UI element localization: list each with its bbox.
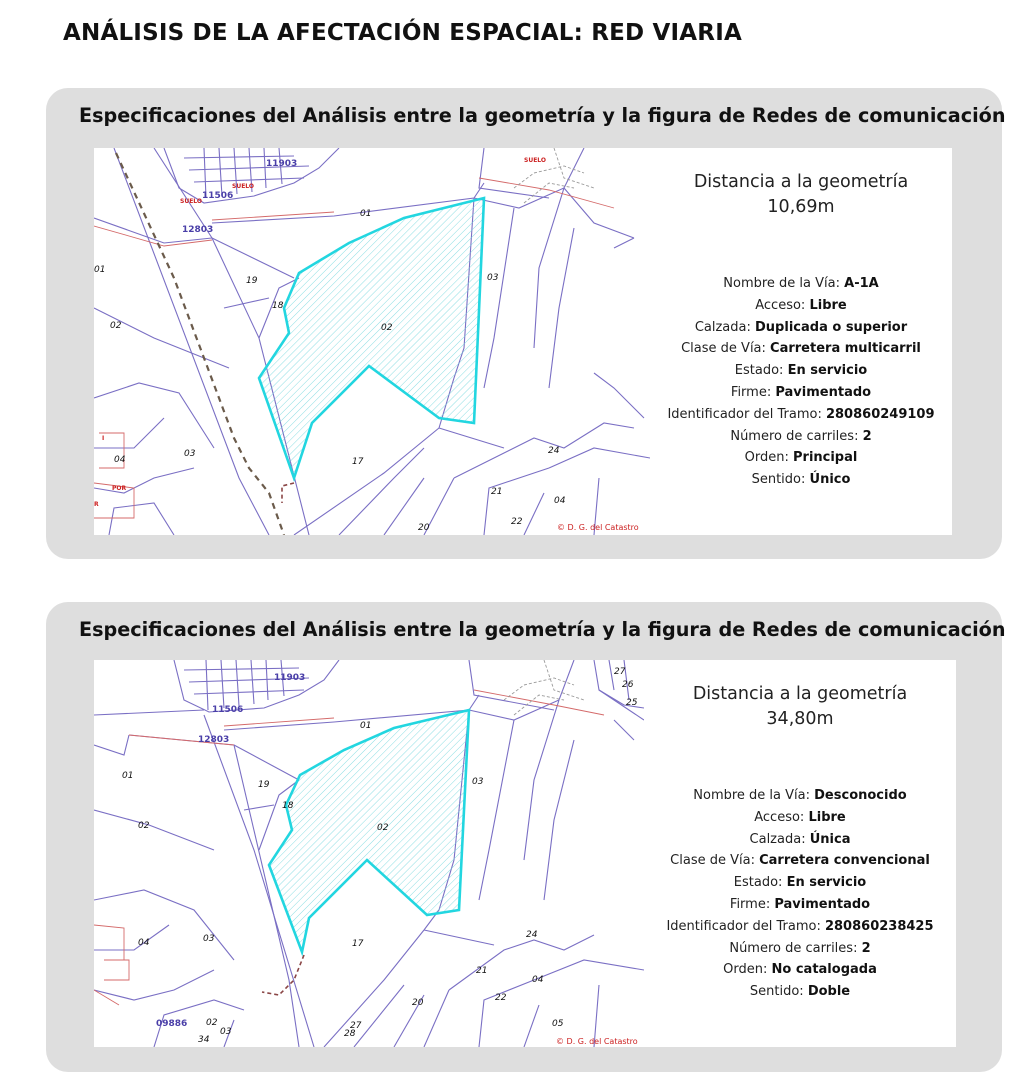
red-label: R xyxy=(94,501,99,508)
page-title: ANÁLISIS DE LA AFECTACIÓN ESPACIAL: RED VIARIA xyxy=(63,20,742,46)
attribute-row xyxy=(650,295,952,317)
attribute-label: Clase de Vía: xyxy=(681,341,766,357)
attribute-label: Calzada: xyxy=(749,831,806,847)
red-label: SUELO xyxy=(524,157,547,164)
attribute-row xyxy=(644,785,956,807)
parcel-label: 04 xyxy=(554,496,566,506)
block-label: 11506 xyxy=(212,705,244,715)
block-label: 11903 xyxy=(266,159,298,169)
attribute-label: Identificador del Tramo: xyxy=(666,918,821,934)
attribute-label: Número de carriles: xyxy=(730,428,859,444)
attribute-value: Pavimentado xyxy=(775,384,872,400)
attribute-list xyxy=(644,785,956,1003)
distance-label: Distancia a la geometría xyxy=(692,684,908,704)
parcel-label: 03 xyxy=(203,934,215,944)
parcel-label: 18 xyxy=(272,301,284,311)
red-label: SUELO xyxy=(180,198,203,205)
analysis-info-panel xyxy=(644,660,956,1047)
attribute-row xyxy=(650,447,952,469)
parcel-label: 20 xyxy=(412,998,424,1008)
distance-label: Distancia a la geometría xyxy=(693,172,909,192)
map-copyright: © D. G. del Catastro xyxy=(556,1037,638,1046)
attribute-value: Principal xyxy=(793,450,858,466)
parcel-label: 34 xyxy=(198,1035,210,1045)
attribute-value: En servicio xyxy=(786,875,867,891)
parcel-label: 01 xyxy=(94,265,106,275)
parcel-label: 22 xyxy=(511,517,523,527)
card-title: Especificaciones del Análisis entre la geometría y la figura de Redes de comunicación xyxy=(79,618,1006,641)
attribute-label: Orden: xyxy=(744,450,789,466)
attribute-row xyxy=(644,829,956,851)
parcel-label: 19 xyxy=(246,276,258,286)
red-label: SUELO xyxy=(232,183,255,190)
parcel-label: 24 xyxy=(526,930,538,940)
attribute-label: Estado: xyxy=(733,875,783,891)
distance-value: 34,80m xyxy=(766,709,834,729)
attribute-value: No catalogada xyxy=(771,962,877,978)
parcel-label: 02 xyxy=(138,821,150,831)
attribute-value: 2 xyxy=(862,428,872,444)
attribute-label: Acceso: xyxy=(755,297,806,313)
parcel-label: 18 xyxy=(282,801,294,811)
parcel-label: 03 xyxy=(472,777,484,787)
block-label: 11903 xyxy=(274,673,306,683)
attribute-value: Duplicada o superior xyxy=(755,319,908,335)
attribute-value: En servicio xyxy=(787,363,868,379)
attribute-value: Carretera convencional xyxy=(759,853,930,869)
parcel-label: 27 xyxy=(614,667,626,677)
parcel-label: 17 xyxy=(352,939,364,949)
attribute-label: Identificador del Tramo: xyxy=(667,406,822,422)
attribute-value: Doble xyxy=(807,984,851,1000)
red-label: I xyxy=(102,435,105,442)
attribute-row xyxy=(650,317,952,339)
attribute-row xyxy=(644,850,956,872)
parcel-label: 03 xyxy=(487,273,499,283)
attribute-row xyxy=(644,916,956,938)
attribute-value: Libre xyxy=(809,297,847,313)
attribute-label: Número de carriles: xyxy=(729,940,858,956)
attribute-row xyxy=(644,938,956,960)
attribute-value: 2 xyxy=(861,940,871,956)
attribute-label: Nombre de la Vía: xyxy=(693,788,810,803)
attribute-value: Única xyxy=(809,831,851,847)
attribute-row xyxy=(650,426,952,448)
map-copyright: © D. G. del Catastro xyxy=(557,523,639,532)
parcel-label: 05 xyxy=(552,1019,564,1029)
attribute-row xyxy=(650,360,952,382)
parcel-label: 02 xyxy=(110,321,122,331)
attribute-value: 280860249109 xyxy=(825,406,935,422)
parcel-label: 19 xyxy=(258,780,270,790)
parcel-label: 27 xyxy=(350,1021,362,1031)
parcel-label: 03 xyxy=(184,449,196,459)
attribute-label: Acceso: xyxy=(754,809,805,825)
cadastral-map xyxy=(94,148,650,535)
parcel-label: 04 xyxy=(138,938,150,948)
parcel-label: 02 xyxy=(381,323,393,333)
attribute-label: Firme: xyxy=(729,896,771,912)
parcel-label: 02 xyxy=(206,1018,218,1028)
attribute-row xyxy=(650,404,952,426)
parcel-label: 03 xyxy=(220,1027,232,1037)
parcel-label: 01 xyxy=(360,209,372,219)
block-label: 12803 xyxy=(182,225,214,235)
attribute-value: Carretera multicarril xyxy=(770,341,921,357)
attribute-row xyxy=(644,981,956,1003)
attribute-row xyxy=(644,959,956,981)
attribute-value: Desconocido xyxy=(814,788,907,803)
attribute-value: Único xyxy=(809,472,851,488)
block-label: 12803 xyxy=(198,735,230,745)
attribute-label: Firme: xyxy=(730,384,772,400)
attribute-row xyxy=(650,338,952,360)
block-label: 09886 xyxy=(156,1019,188,1029)
parcel-label: 04 xyxy=(114,455,126,465)
parcel-label: 21 xyxy=(491,487,503,497)
attribute-label: Orden: xyxy=(723,962,768,978)
cadastral-map xyxy=(94,660,644,1047)
attribute-value: A-1A xyxy=(844,276,879,291)
analysis-info-panel xyxy=(650,148,952,535)
attribute-row xyxy=(644,872,956,894)
attribute-label: Estado: xyxy=(734,363,784,379)
parcel-label: 28 xyxy=(344,1029,356,1039)
parcel-label: 22 xyxy=(495,993,507,1003)
block-label: 11506 xyxy=(202,191,234,201)
attribute-row xyxy=(644,807,956,829)
attribute-label: Sentido: xyxy=(751,472,806,488)
attribute-value: Libre xyxy=(808,809,846,825)
attribute-row xyxy=(650,273,952,295)
parcel-label: 24 xyxy=(548,446,560,456)
attribute-label: Sentido: xyxy=(749,984,804,1000)
card-title: Especificaciones del Análisis entre la geometría y la figura de Redes de comunicación xyxy=(79,104,1006,127)
attribute-value: 280860238425 xyxy=(824,918,934,934)
parcel-label: 02 xyxy=(377,823,389,833)
attribute-value: Pavimentado xyxy=(774,896,871,912)
parcel-label: 21 xyxy=(476,966,488,976)
parcel-label: 17 xyxy=(352,457,364,467)
attribute-label: Nombre de la Vía: xyxy=(723,276,840,291)
attribute-row xyxy=(650,382,952,404)
parcel-label: 01 xyxy=(360,721,372,731)
distance-value: 10,69m xyxy=(767,197,835,217)
parcel-label: 04 xyxy=(532,975,544,985)
attribute-row xyxy=(650,469,952,491)
parcel-label: 01 xyxy=(122,771,134,781)
attribute-label: Clase de Vía: xyxy=(670,853,755,869)
attribute-label: Calzada: xyxy=(694,319,751,335)
parcel-label: 26 xyxy=(622,680,634,690)
parcel-label: 25 xyxy=(626,698,638,708)
attribute-list xyxy=(650,273,952,491)
attribute-row xyxy=(644,894,956,916)
parcel-label: 20 xyxy=(418,523,430,533)
red-label: POR xyxy=(112,485,127,492)
